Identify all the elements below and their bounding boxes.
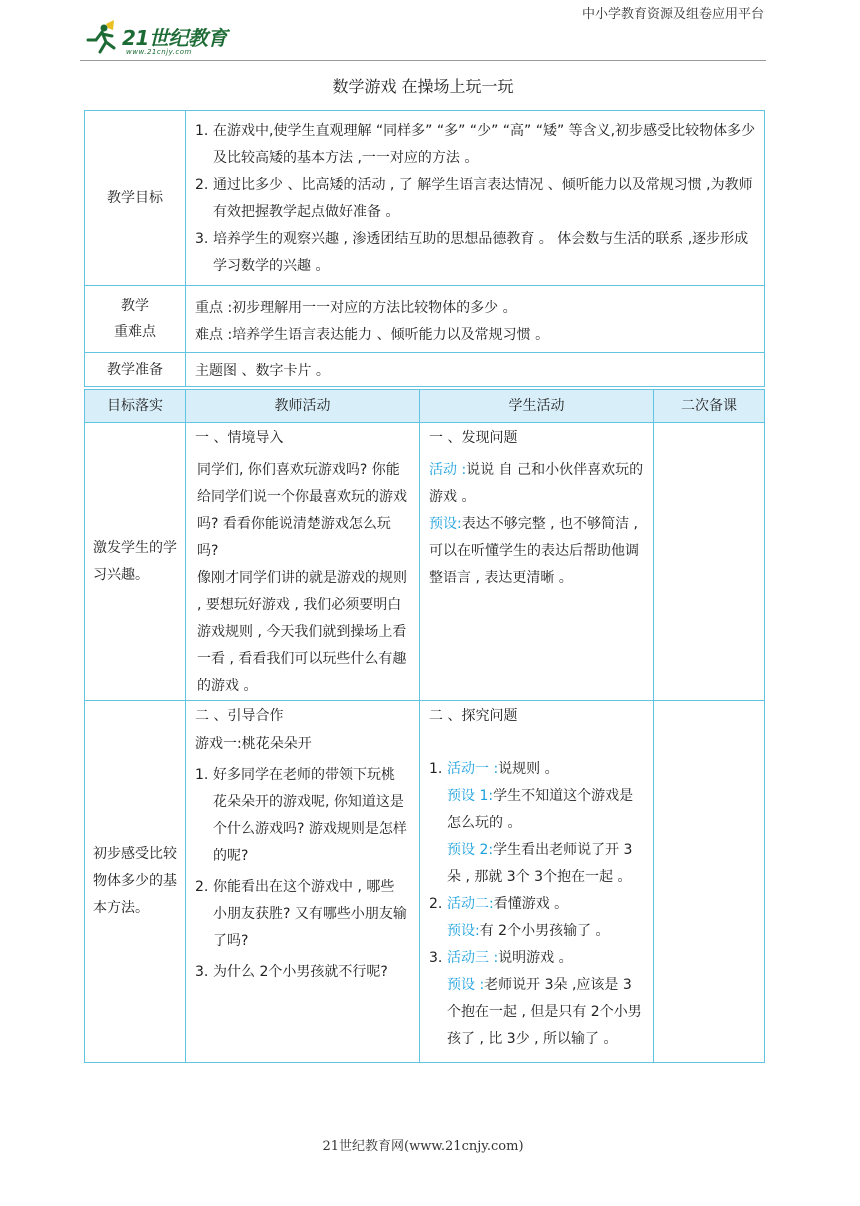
preparation-label: 教学准备 (85, 353, 186, 387)
objective-item: 3. 培养学生的观察兴趣 , 渗透团结互助的思想品德教育 。 体会数与生活的联系 ,逐步形成学习数学的兴趣 。 (195, 231, 749, 274)
student-heading: 一 、发现问题 (429, 430, 518, 446)
activity-table (84, 389, 765, 1063)
student-activity: 活动 :说说 自 己和小伙伴喜欢玩的游戏 。 (429, 462, 644, 505)
student-preset: 预设 1:学生不知道这个游戏是怎么玩的 。 (447, 788, 634, 831)
student-preset: 预设:有 2个小男孩输了 。 (447, 923, 610, 939)
difficulty-text: 难点 :培养学生语言表达能力 、倾听能力以及常规习惯 。 (195, 327, 550, 343)
activity-label: 活动二: (447, 896, 494, 912)
runner-logo-icon (84, 18, 124, 58)
goal-cell-2: 初步感受比较物体多少的基本方法。 (85, 701, 186, 1063)
objectives-row (85, 111, 765, 286)
teacher-heading: 一 、情境导入 (195, 430, 284, 446)
teacher-cell-2 (186, 701, 420, 1063)
teacher-cell-1 (186, 423, 420, 701)
activity-label: 活动 : (429, 462, 467, 478)
teacher-paragraph: 像刚才同学们讲的就是游戏的规则 , 要想玩好游戏 , 我们必须要明白游戏规则 , 今天我们就到操场上看一看 , 看看我们可以玩些什么有趣的游戏 。 (197, 570, 407, 694)
preset-label: 预设: (429, 516, 462, 532)
page-footer: 21世纪教育网(www.21cnjy.com) (322, 1139, 524, 1154)
page-title: 数学游戏 在操场上玩一玩 (332, 77, 514, 96)
col-header-goal: 目标落实 (85, 390, 186, 423)
key-points-row (85, 286, 765, 353)
col-header-student: 学生活动 (420, 390, 654, 423)
teacher-heading: 二 、引导合作 (195, 708, 284, 724)
notes-cell-2 (654, 701, 765, 1063)
game-title: 游戏一:桃花朵朵开 (195, 736, 312, 752)
platform-name: 中小学教育资源及组卷应用平台 (581, 7, 764, 22)
preset-label: 预设: (447, 923, 480, 939)
col-header-teacher: 教师活动 (186, 390, 420, 423)
col-header-notes: 二次备课 (654, 390, 765, 423)
objective-item: 1. 在游戏中,使学生直观理解 “同样多” “多” “少” “高” “矮” 等含义,初步感受比较物体多少及比较高矮的基本方法 ,一一对应的方法 。 (195, 123, 756, 166)
site-logo (84, 16, 244, 62)
student-preset: 预设 :老师说开 3朵 ,应该是 3个抱在一起 , 但是只有 2个小男孩了 , 比 3少 , 所以输了 。 (447, 977, 642, 1047)
objectives-cell (186, 111, 765, 286)
teacher-question: 3. 为什么 2个小男孩就不行呢? (195, 964, 388, 980)
lesson-overview-table (84, 110, 765, 387)
activity-row-2 (85, 701, 765, 1063)
teacher-paragraph: 同学们, 你们喜欢玩游戏吗? 你能给同学们说一个你最喜欢玩的游戏吗? 看看你能说清楚游戏怎么玩吗? (197, 462, 407, 559)
activity-row-1 (85, 423, 765, 701)
activity-label: 活动三 : (447, 950, 499, 966)
key-points-label: 教学 重难点 (85, 286, 186, 353)
teacher-question: 2. 你能看出在这个游戏中 , 哪些小朋友获胜? 又有哪些小朋友输了吗? (195, 879, 407, 949)
notes-cell-1 (654, 423, 765, 701)
preset-label: 预设 1: (447, 788, 494, 804)
student-preset: 预设 2:学生看出老师说了开 3朵 , 那就 3个 3个抱在一起 。 (447, 842, 633, 885)
activity-header-row (85, 390, 765, 423)
student-cell-1 (420, 423, 654, 701)
student-preset: 预设:表达不够完整 , 也不够简洁 , 可以在听懂学生的表达后帮助他调整语言 , 表达更清晰 。 (429, 516, 639, 586)
goal-cell-1: 激发学生的学习兴趣。 (85, 423, 186, 701)
student-activity: 1. 活动一 :说规则 。 预设 1:学生不知道这个游戏是怎么玩的 。 预设 2:学生看出老师说了开 3朵 , 那就 3个 3个抱在一起 。 (429, 756, 645, 891)
logo-text: 21世纪教育 (122, 26, 227, 50)
teacher-question: 1. 好多同学在老师的带领下玩桃花朵朵开的游戏呢, 你知道这是个什么游戏吗? 游戏规则是怎样的呢? (195, 767, 407, 864)
student-cell-2 (420, 701, 654, 1063)
preset-label: 预设 2: (447, 842, 494, 858)
objectives-label: 教学目标 (85, 111, 186, 286)
focus-text: 重点 :初步理解用一一对应的方法比较物体的多少 。 (195, 300, 517, 316)
logo-url: www.21cnjy.com (126, 48, 192, 56)
preparation-text: 主题图 、数字卡片 。 (186, 353, 765, 387)
preset-label: 预设 : (447, 977, 485, 993)
header-divider (80, 60, 766, 61)
student-activity: 3. 活动三 :说明游戏 。 预设 :老师说开 3朵 ,应该是 3个抱在一起 , 但是只有 2个小男孩了 , 比 3少 , 所以输了 。 (429, 945, 645, 1053)
student-activity: 2. 活动二:看懂游戏 。 预设:有 2个小男孩输了 。 (429, 891, 645, 945)
key-points-cell (186, 286, 765, 353)
activity-label: 活动一 : (447, 761, 499, 777)
preparation-row (85, 353, 765, 387)
objective-item: 2. 通过比多少 、比高矮的活动 , 了 解学生语言表达情况 、倾听能力以及常规习惯 ,为教师有效把握教学起点做好准备 。 (195, 177, 753, 220)
student-heading: 二 、探究问题 (429, 708, 518, 724)
